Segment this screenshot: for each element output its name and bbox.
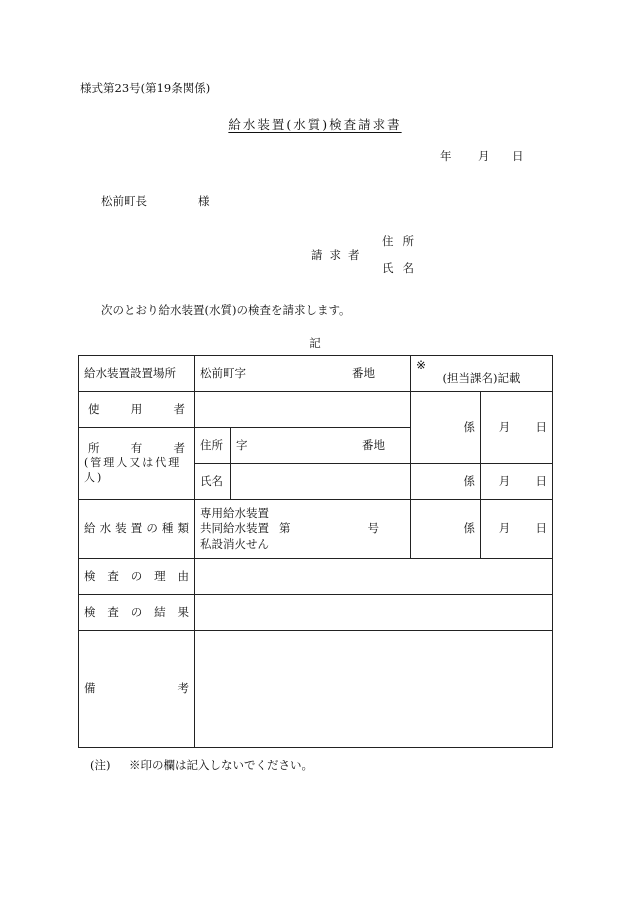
reason-label-char: の xyxy=(130,568,143,583)
staff-kakari-1: 係 xyxy=(411,392,481,464)
intro-text: 次のとおり給水装置(水質)の検査を請求します。 xyxy=(101,303,351,317)
row-device-type xyxy=(79,500,553,559)
device-option-2-row xyxy=(200,521,405,537)
document-title: 給水装置(水質)検査請求書 xyxy=(228,117,402,132)
remarks-label xyxy=(79,631,195,748)
staff-month-2: 月 xyxy=(498,473,511,488)
device-type-label-char: 給 xyxy=(84,521,96,536)
date-year: 年 xyxy=(440,149,452,163)
device-type-label-char: 種 xyxy=(161,521,174,536)
reason-label-char: 由 xyxy=(177,568,189,583)
date-month: 月 xyxy=(478,149,490,163)
remarks-field[interactable] xyxy=(195,631,553,748)
user-field[interactable] xyxy=(195,392,411,428)
row-location xyxy=(79,356,553,392)
location-prefix: 松前町字 xyxy=(200,365,246,380)
device-type-label-char: 装 xyxy=(115,521,127,536)
owner-sublabel: (管理人又は代理人) xyxy=(84,456,182,485)
device-type-label xyxy=(79,500,195,559)
staff-kakari-3: 係 xyxy=(411,500,481,559)
requester-address-label: 住所 xyxy=(382,234,423,248)
addressee: 松前町長 xyxy=(101,194,147,208)
result-label-char: 検 xyxy=(84,604,96,619)
staff-date-1[interactable] xyxy=(481,392,553,464)
owner-banchi: 番地 xyxy=(362,437,385,452)
device-type-label-char: 水 xyxy=(99,521,112,536)
owner-label-char: 者 xyxy=(173,440,185,455)
owner-address-field[interactable] xyxy=(231,428,411,464)
request-form-table xyxy=(78,355,553,748)
device-type-field[interactable] xyxy=(195,500,411,559)
user-label xyxy=(79,392,195,428)
document-title-wrap xyxy=(0,115,630,133)
remarks-label-char: 考 xyxy=(177,681,189,696)
staff-kakari-2: 係 xyxy=(411,464,481,500)
result-label-char: 結 xyxy=(154,604,166,619)
user-label-char: 使 xyxy=(88,401,100,416)
date-day: 日 xyxy=(512,149,524,163)
staff-day-2: 日 xyxy=(535,473,548,488)
owner-label-char: 所 xyxy=(88,440,100,455)
owner-aza: 字 xyxy=(236,437,248,452)
reason-field[interactable] xyxy=(195,559,553,595)
user-label-char: 用 xyxy=(130,401,143,416)
device-type-label-char: 置 xyxy=(130,521,143,536)
staff-date-3[interactable] xyxy=(481,500,553,559)
owner-address-label: 住所 xyxy=(195,428,231,464)
staff-date-2[interactable] xyxy=(481,464,553,500)
reason-label-char: 理 xyxy=(154,568,166,583)
staff-month-1: 月 xyxy=(498,419,511,434)
device-number-suffix: 号 xyxy=(367,521,379,536)
result-label-char: の xyxy=(130,604,143,619)
record-mark: 記 xyxy=(309,336,321,350)
staff-header-label: (担当課名)記載 xyxy=(442,370,521,385)
result-field[interactable] xyxy=(195,595,553,631)
staff-header xyxy=(411,356,553,392)
user-label-char: 者 xyxy=(173,401,185,416)
row-reason xyxy=(79,559,553,595)
note-text: ※印の欄は記入しないでください。 xyxy=(129,758,313,772)
row-remarks xyxy=(79,631,553,748)
row-result xyxy=(79,595,553,631)
honorific: 様 xyxy=(198,194,210,208)
owner-label xyxy=(79,428,195,500)
staff-mark: ※ xyxy=(416,358,427,372)
owner-name-field[interactable] xyxy=(231,464,411,500)
note-prefix: (注) xyxy=(90,758,111,772)
reason-label xyxy=(79,559,195,595)
location-label xyxy=(79,356,195,392)
location-banchi: 番地 xyxy=(352,365,375,380)
device-number-prefix: 第 xyxy=(279,521,291,536)
location-field[interactable] xyxy=(195,356,411,392)
result-label xyxy=(79,595,195,631)
staff-day-3: 日 xyxy=(535,521,548,536)
device-type-label-char: 類 xyxy=(177,521,189,536)
requester-name-label: 氏名 xyxy=(382,261,423,275)
requester-label: 請求者 xyxy=(311,248,367,262)
remarks-label-char: 備 xyxy=(84,681,96,696)
form-number: 様式第23号(第19条関係) xyxy=(80,81,211,95)
device-type-label-char: の xyxy=(146,521,158,536)
owner-label-char: 有 xyxy=(130,440,143,455)
result-label-char: 査 xyxy=(107,604,119,619)
location-label-value: 給水装置設置場所 xyxy=(84,365,176,380)
reason-label-char: 査 xyxy=(107,568,119,583)
reason-label-char: 検 xyxy=(84,568,96,583)
staff-month-3: 月 xyxy=(498,521,511,536)
location-label-text xyxy=(84,366,189,382)
row-user xyxy=(79,392,553,428)
device-option-3[interactable]: 私設消火せん xyxy=(200,536,269,551)
device-option-2[interactable]: 共同給水装置 xyxy=(200,521,269,536)
device-option-1[interactable]: 専用給水装置 xyxy=(200,505,269,520)
staff-day-1: 日 xyxy=(535,419,548,434)
owner-name-label: 氏名 xyxy=(195,464,231,500)
result-label-char: 果 xyxy=(177,604,189,619)
